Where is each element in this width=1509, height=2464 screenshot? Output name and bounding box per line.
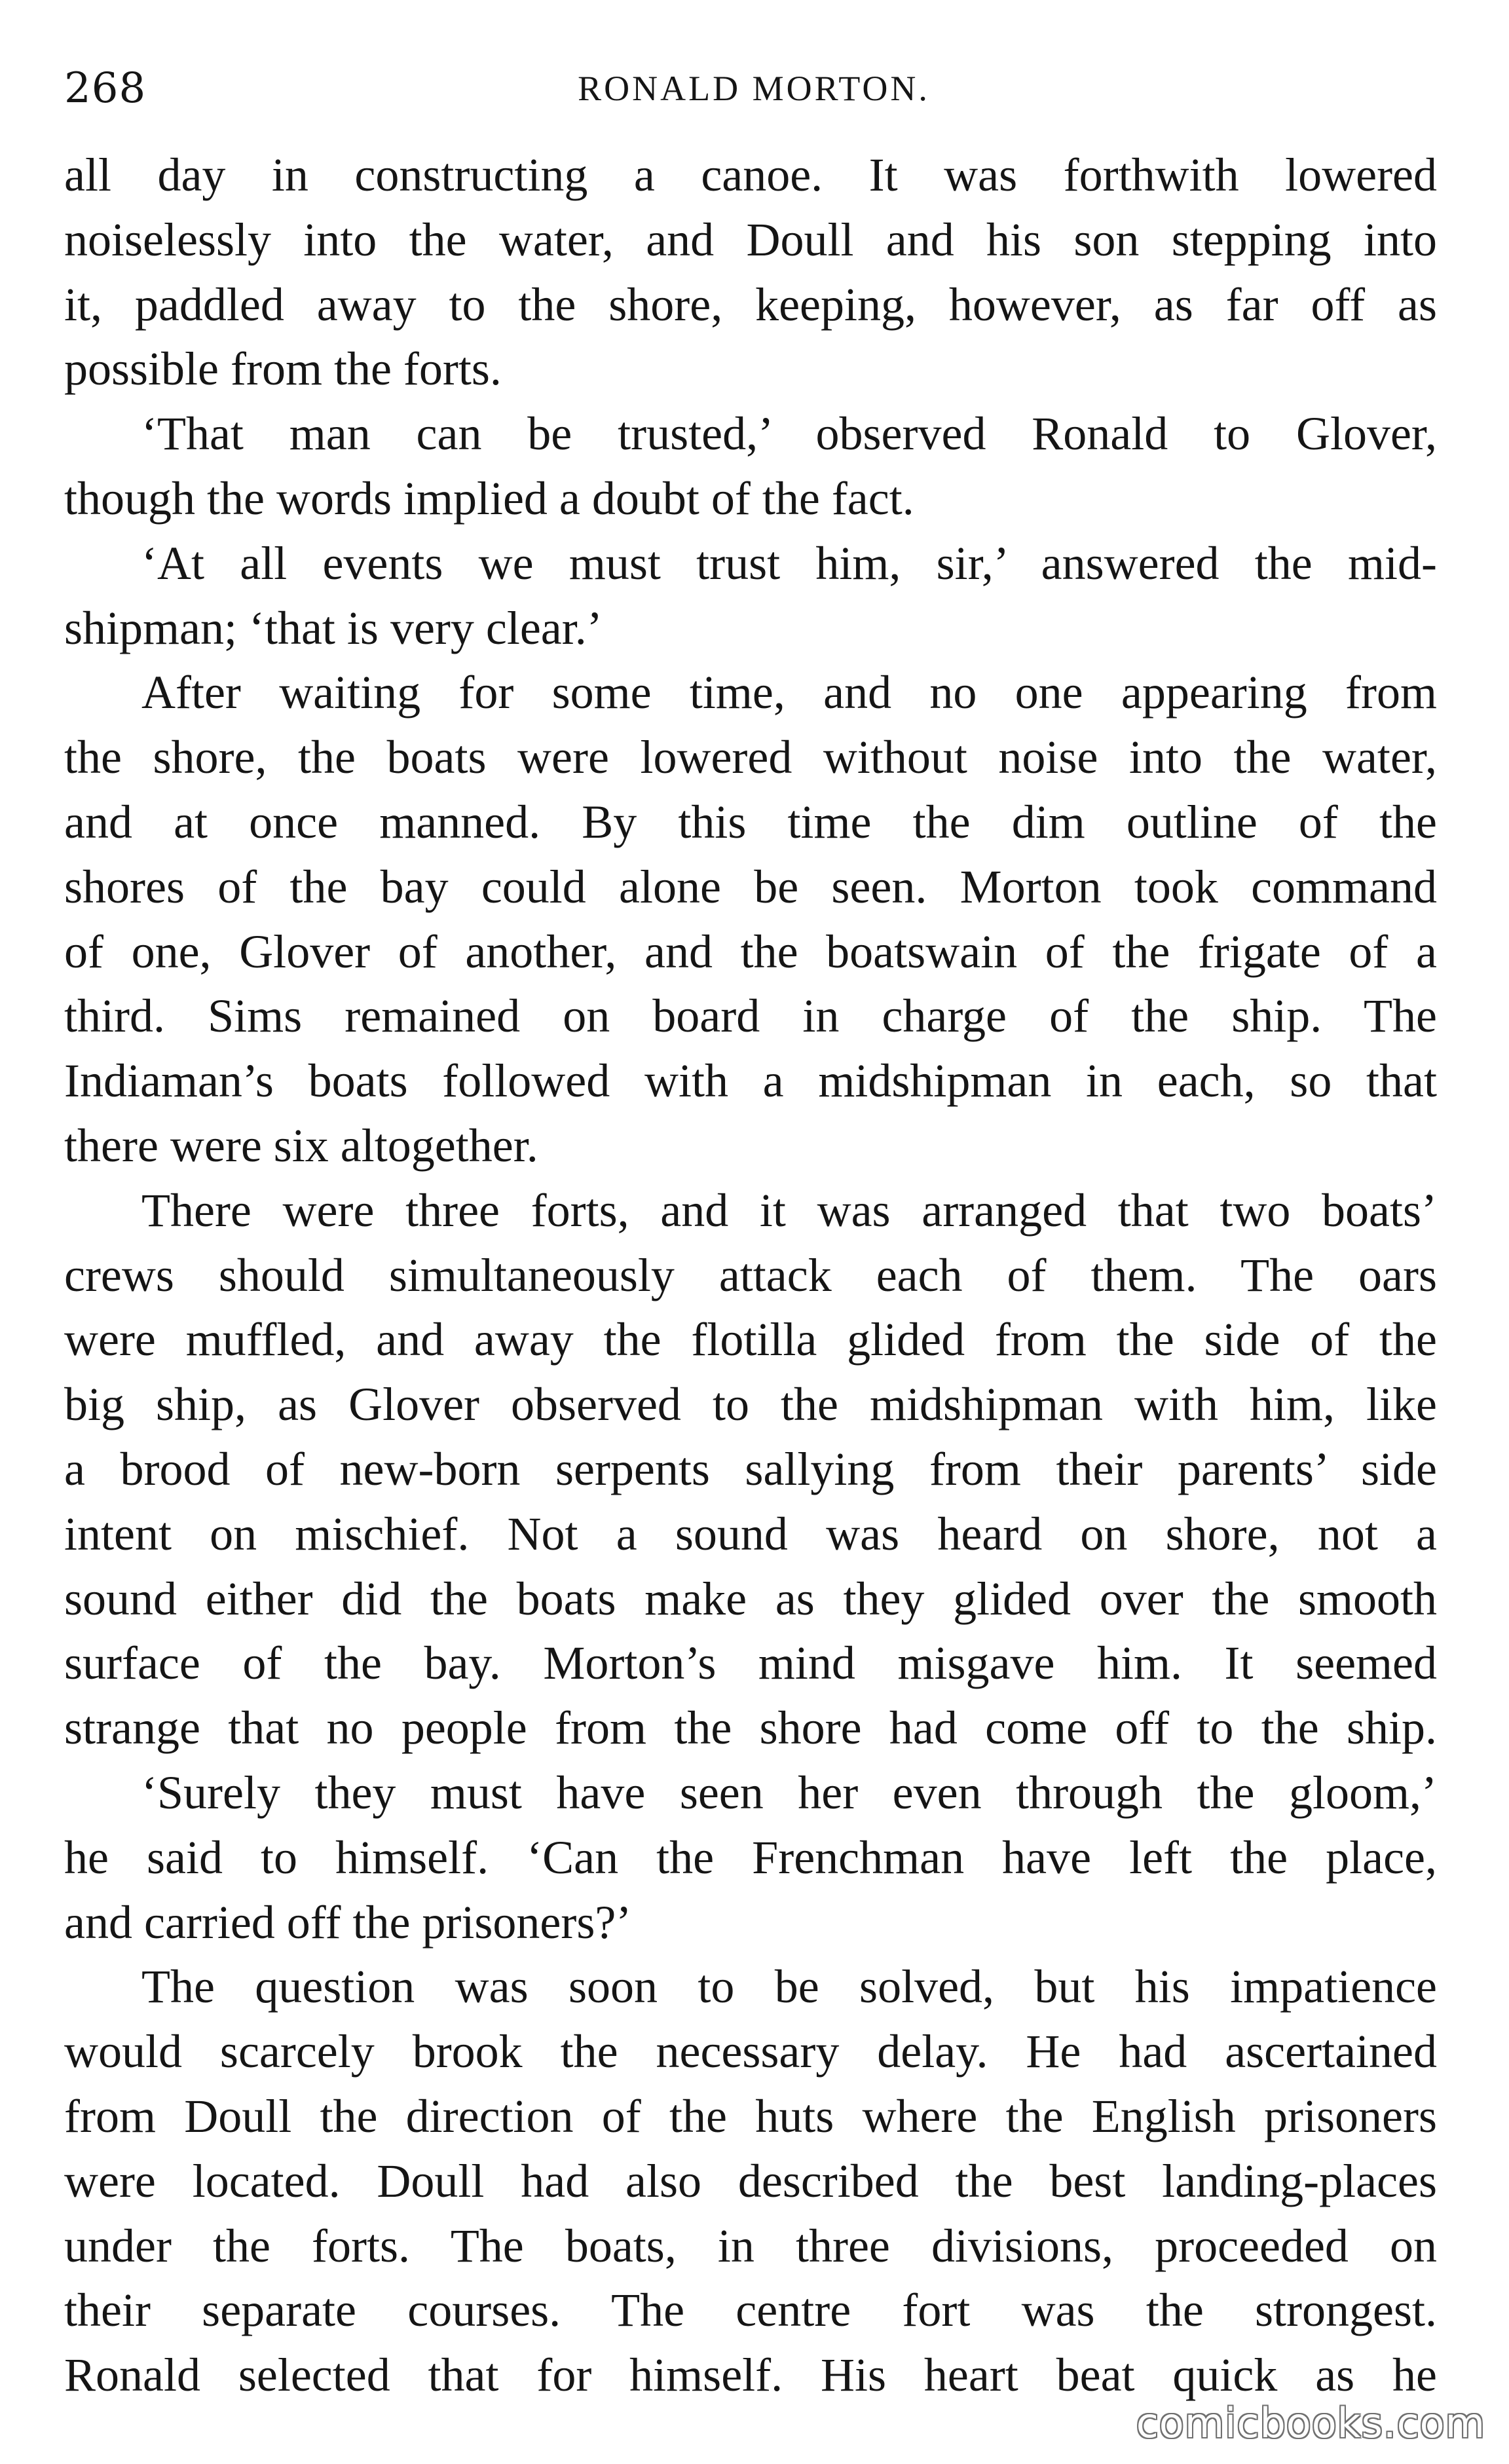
text-line: strange that no people from the shore had come off to the ship. [64,1702,1437,1755]
text-line: their separate courses. The centre fort was the strongest. [64,2284,1437,2337]
text-line: crews should simultaneously attack each of them. The oars [64,1248,1437,1301]
text-line: There were three forts, and it was arranged that two boats’ [141,1184,1437,1237]
text-line: the shore, the boats were lowered without noise into the water, [64,731,1437,784]
text-line: The question was soon to be solved, but his impatience [141,1960,1437,2013]
text-line: a brood of new-born serpents sallying from their parents’ side [64,1442,1437,1495]
text-line: from Doull the direction of the huts where the English prisoners [64,2089,1437,2142]
page-header [64,52,1444,124]
page-number: 268 [64,64,147,113]
text-line: Ronald selected that for himself. His heart beat quick as he [64,2349,1437,2402]
text-line: After waiting for some time, and no one appearing from [141,666,1437,719]
text-line: though the words implied a doubt of the fact. [64,472,914,525]
text-line: were located. Doull had also described the best landing-places [64,2154,1437,2207]
text-line: of one, Glover of another, and the boatswain of the frigate of a [64,925,1437,978]
text-line: sound either did the boats make as they glided over the smooth [64,1572,1437,1625]
body-text [64,143,1437,2408]
text-line: intent on mischief. Not a sound was heard on shore, not a [64,1507,1437,1560]
text-line: shores of the bay could alone be seen. Morton took command [64,860,1437,913]
text-line: ‘At all events we must trust him, sir,’ answered the mid- [141,536,1437,589]
text-line: and at once manned. By this time the dim outline of the [64,795,1437,848]
text-line: there were six altogether. [64,1119,538,1172]
text-line: Indiaman’s boats followed with a midshipman in each, so that [64,1055,1437,1108]
text-line: ‘Surely they must have seen her even through the gloom,’ [141,1766,1437,1819]
text-line: shipman; ‘that is very clear.’ [64,601,603,654]
running-title: RONALD MORTON. [578,69,930,108]
text-line: ‘That man can be trusted,’ observed Ronald to Glover, [141,407,1437,460]
text-line: were muffled, and away the flotilla glided from the side of the [64,1313,1437,1366]
text-line: and carried off the prisoners?’ [64,1895,632,1949]
text-line: would scarcely brook the necessary delay. He had ascertained [64,2025,1437,2078]
text-line: all day in constructing a canoe. It was forthwith lowered [64,149,1437,201]
watermark: comicbooks.com [1136,2399,1485,2447]
text-line: it, paddled away to the shore, keeping, however, as far off as [64,278,1437,331]
text-line: third. Sims remained on board in charge of the ship. The [64,990,1437,1043]
text-line: noiselessly into the water, and Doull and his son stepping into [64,213,1437,266]
text-line: big ship, as Glover observed to the midshipman with him, like [64,1378,1437,1431]
text-line: possible from the forts. [64,343,502,396]
text-line: under the forts. The boats, in three divisions, proceeded on [64,2219,1437,2272]
text-line: he said to himself. ‘Can the Frenchman have left the place, [64,1831,1437,1884]
text-line: surface of the bay. Morton’s mind misgave him. It seemed [64,1637,1437,1690]
